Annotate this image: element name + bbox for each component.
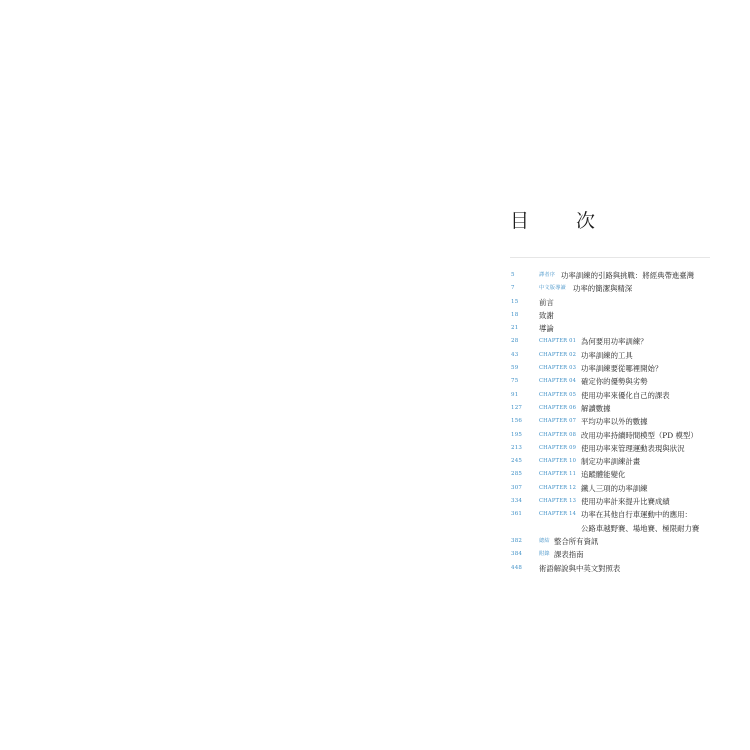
- toc-page-number: 245: [511, 458, 523, 465]
- toc-entry-title: 追蹤體能變化: [581, 470, 626, 480]
- toc-section-label: CHAPTER 03: [539, 365, 577, 372]
- toc-entry-title: 平均功率以外的數據: [581, 417, 648, 427]
- toc-entry: [511, 522, 736, 535]
- toc-entry-title: 整合所有資訊: [554, 536, 599, 546]
- toc-page-number: 18: [511, 311, 519, 318]
- toc-page-number: 307: [511, 484, 523, 491]
- toc-section-label: 附錄: [539, 551, 550, 558]
- toc-page-number: 28: [511, 338, 519, 345]
- toc-page-number: 21: [511, 325, 519, 332]
- toc-entry: [511, 322, 736, 335]
- toc-entry: [511, 548, 736, 561]
- page-title: 目 次: [510, 210, 610, 232]
- toc-page-number: 127: [511, 404, 523, 411]
- toc-section-label: CHAPTER 05: [539, 391, 577, 398]
- toc-entry: [511, 468, 736, 481]
- toc-entry: [511, 296, 736, 309]
- toc-page-number: 156: [511, 418, 523, 425]
- toc-section-label: CHAPTER 02: [539, 351, 577, 358]
- toc-entry: [511, 309, 736, 322]
- toc-page-number: 213: [511, 444, 523, 451]
- toc-page-number: 15: [511, 298, 519, 305]
- toc-section-label: CHAPTER 14: [539, 511, 577, 518]
- toc-entry-title: 使用功率來管理運動表現與狀況: [581, 443, 685, 453]
- toc-entry: [511, 269, 736, 282]
- toc-entry-title: 課表指南: [554, 550, 584, 560]
- toc-page-number: 5: [511, 272, 515, 278]
- toc-entry-title: 確定你的優勢與劣勢: [581, 377, 648, 387]
- toc-entry: [511, 415, 736, 428]
- toc-page-number: 448: [511, 564, 523, 571]
- toc-section-label: CHAPTER 13: [539, 498, 577, 505]
- toc-entry-title: 術語解說與中英文對照表: [539, 563, 621, 573]
- toc-entry: [511, 495, 736, 508]
- toc-page-number: 75: [511, 378, 519, 385]
- toc-page-number: 384: [511, 551, 523, 558]
- table-of-contents: [511, 269, 736, 575]
- toc-section-label: CHAPTER 12: [539, 484, 577, 491]
- toc-entry-title: 公路車越野賽、場地賽、極限耐力賽: [581, 523, 700, 533]
- toc-entry-title: 致謝: [539, 310, 554, 320]
- toc-page-number: 382: [511, 537, 523, 544]
- toc-entry-title: 功率訓練的工具: [581, 350, 633, 360]
- toc-page-number: 195: [511, 431, 523, 438]
- toc-section-label: 總結: [539, 537, 550, 544]
- toc-entry-title: 使用功率計來提升比賽成績: [581, 497, 670, 507]
- toc-entry: [511, 389, 736, 402]
- toc-entry-title: 解讀數據: [581, 403, 611, 413]
- toc-page-number: 7: [511, 285, 515, 292]
- toc-entry: [511, 362, 736, 375]
- toc-entry: [511, 402, 736, 415]
- toc-entry: [511, 535, 736, 548]
- toc-section-label: CHAPTER 09: [539, 444, 577, 451]
- toc-section-label: CHAPTER 06: [539, 404, 577, 411]
- toc-entry: [511, 429, 736, 442]
- toc-entry: [511, 482, 736, 495]
- toc-section-label: CHAPTER 10: [539, 458, 577, 465]
- toc-section-label: 譯者序: [539, 272, 556, 278]
- toc-entry-title: 功率訓練的引路與挑戰：將經典帶進臺灣: [561, 271, 695, 280]
- toc-entry: [511, 349, 736, 362]
- toc-entry-title: 改用功率持續時間模型（PD 模型）: [581, 430, 698, 440]
- toc-entry: [511, 455, 736, 468]
- toc-page-number: 285: [511, 471, 523, 478]
- toc-entry-title: 功率訓練要從哪裡開始？: [581, 364, 663, 374]
- toc-page-number: 361: [511, 511, 523, 518]
- toc-section-label: CHAPTER 08: [539, 431, 577, 438]
- toc-page-number: 334: [511, 498, 523, 505]
- toc-section-label: CHAPTER 07: [539, 418, 577, 425]
- toc-entry-title: 功率在其他自行車運動中的應用：: [581, 510, 692, 520]
- toc-section-label: CHAPTER 04: [539, 378, 577, 385]
- toc-entry-title: 前言: [539, 297, 554, 307]
- toc-page-number: 43: [511, 351, 519, 358]
- toc-page-number: 59: [511, 365, 519, 372]
- toc-entry: [511, 282, 736, 295]
- toc-entry-title: 導論: [539, 324, 554, 334]
- toc-entry: [511, 375, 736, 388]
- toc-page-number: 91: [511, 391, 519, 398]
- toc-entry: [511, 335, 736, 348]
- toc-entry-title: 制定功率訓練計畫: [581, 457, 641, 467]
- toc-entry-title: 鐵人三項的功率訓練: [581, 483, 648, 493]
- toc-section-label: CHAPTER 11: [539, 471, 577, 478]
- toc-section-label: CHAPTER 01: [539, 338, 577, 345]
- toc-entry-title: 功率的簡潔與精深: [573, 284, 633, 294]
- toc-entry: [511, 442, 736, 455]
- toc-entry: [511, 562, 736, 575]
- toc-entry-title: 為何要用功率訓練？: [581, 337, 648, 347]
- toc-section-label: 中文版導讀: [539, 285, 566, 292]
- toc-entry-title: 使用功率來優化自己的課表: [581, 390, 670, 400]
- title-divider: [510, 257, 710, 258]
- toc-entry: [511, 508, 736, 521]
